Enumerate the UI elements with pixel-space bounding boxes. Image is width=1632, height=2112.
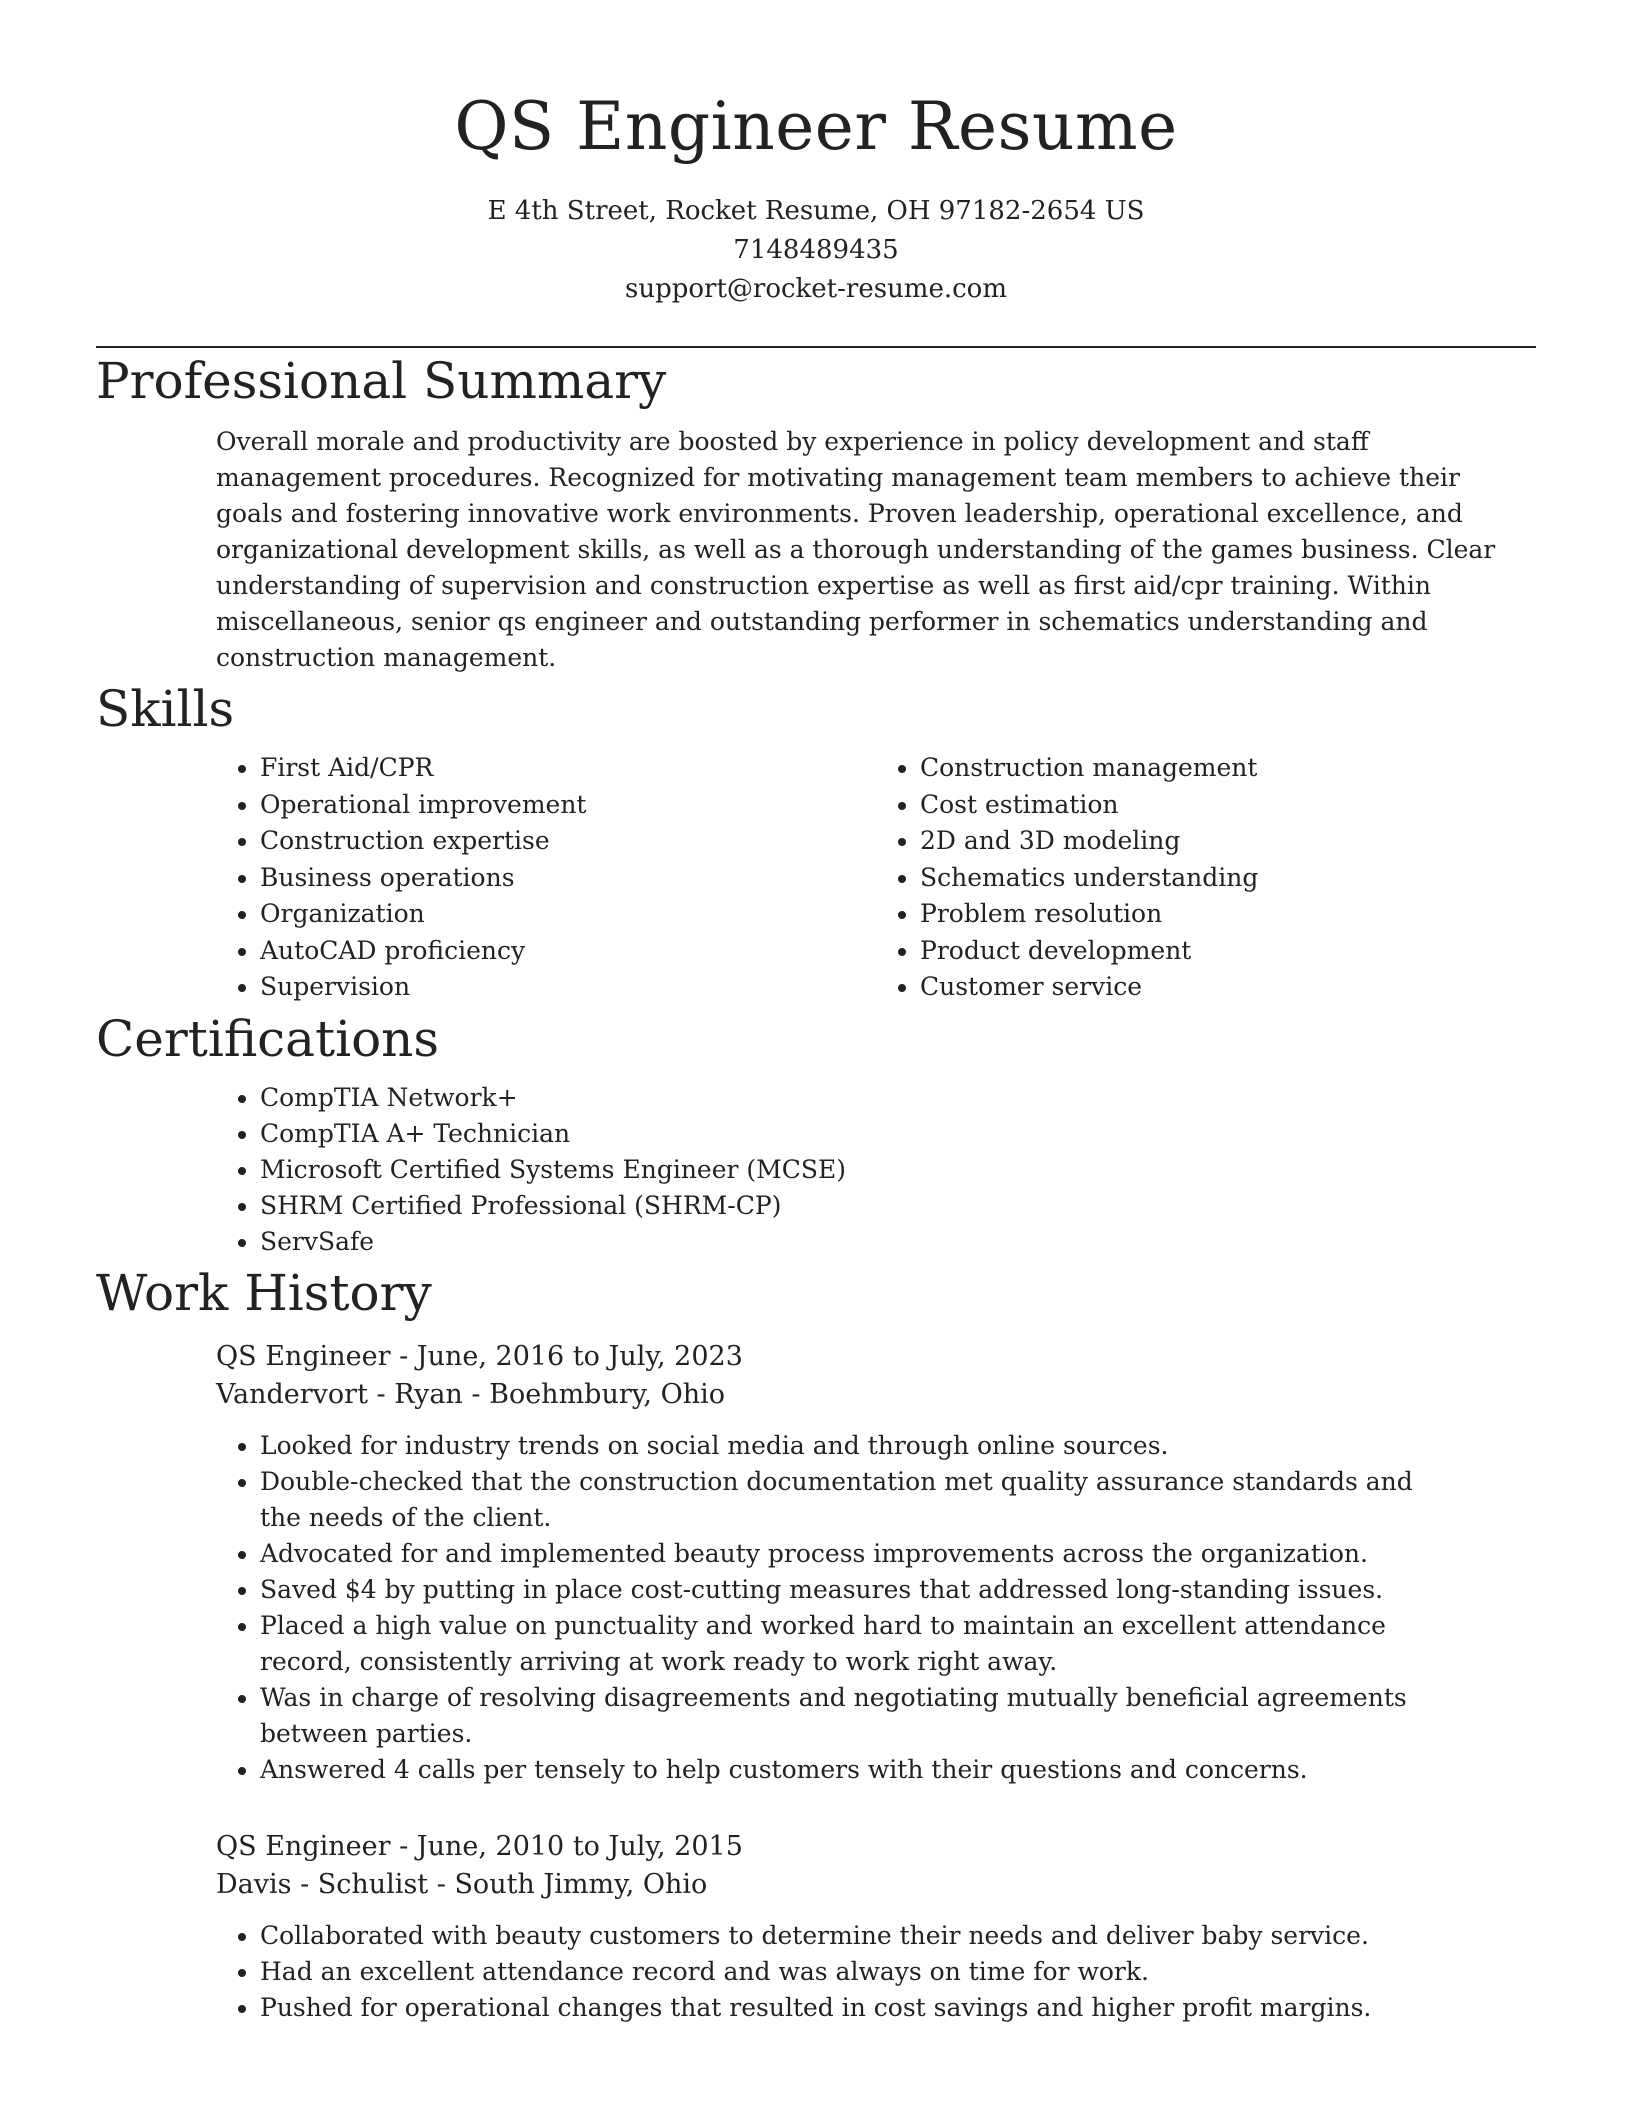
certifications-section bbox=[96, 1006, 1536, 1260]
job-bullet: • Placed a high value on punctuality and worked hard to maintain an excellent attendance record, consistently arriving at work ready to work right away. bbox=[260, 1608, 1420, 1680]
job-title-dates: QS Engineer - June, 2010 to July, 2015 bbox=[216, 1830, 743, 1862]
resume-page bbox=[96, 0, 1536, 2026]
job-bullet: • Pushed for operational changes that resulted in cost savings and higher profit margins. bbox=[260, 1990, 1420, 2026]
professional-summary-section bbox=[96, 348, 1536, 676]
certifications-heading: Certifications bbox=[96, 1009, 440, 1068]
skill-item: • Construction management bbox=[920, 750, 1536, 787]
skill-item: • First Aid/CPR bbox=[260, 750, 876, 787]
resume-header bbox=[96, 0, 1536, 309]
job-bullet: • Was in charge of resolving disagreements and negotiating mutually beneficial agreements between parties. bbox=[260, 1680, 1420, 1752]
job-entry bbox=[216, 1338, 1536, 1788]
skill-item: • Cost estimation bbox=[920, 787, 1536, 824]
skills-heading: Skills bbox=[96, 680, 235, 738]
certification-item: • CompTIA Network+ bbox=[260, 1080, 1536, 1116]
job-title-dates: QS Engineer - June, 2016 to July, 2023 bbox=[216, 1340, 743, 1372]
skills-grid bbox=[216, 750, 1536, 1006]
certifications-list bbox=[216, 1080, 1536, 1260]
job-company-location: Davis - Schulist - South Jimmy, Ohio bbox=[216, 1868, 708, 1900]
contact-email: support@rocket-resume.com bbox=[624, 274, 1007, 304]
job-bullet: • Saved $4 by putting in place cost-cutting measures that addressed long-standing issues. bbox=[260, 1572, 1420, 1608]
certification-item: • CompTIA A+ Technician bbox=[260, 1116, 1536, 1152]
contact-phone: 7148489435 bbox=[733, 235, 899, 265]
job-entry bbox=[216, 1828, 1536, 2026]
skill-item: • 2D and 3D modeling bbox=[920, 823, 1536, 860]
work-history-heading: Work History bbox=[96, 1263, 432, 1322]
summary-heading: Professional Summary bbox=[96, 352, 667, 410]
skills-list-left bbox=[216, 750, 876, 1006]
job-bullet: • Collaborated with beauty customers to determine their needs and deliver baby service. bbox=[260, 1918, 1420, 1954]
skills-list-right bbox=[876, 750, 1536, 1006]
skill-item: • Organization bbox=[260, 896, 876, 933]
job-company-location: Vandervort - Ryan - Boehmbury, Ohio bbox=[216, 1378, 726, 1410]
skill-item: • Operational improvement bbox=[260, 787, 876, 824]
summary-text: Overall morale and productivity are boosted by experience in policy development and staff management procedures. Recognized for motivating management team members to achieve their goals and fostering innovative work environments. Proven leadership, operational excellence, and organizational development skills, as well as a thorough understanding of the games business. Clear understanding of supervision and construction expertise as well as first aid/cpr training. Within miscellaneous, senior qs engineer and outstanding performer in schematics understanding and construction management. bbox=[216, 427, 1496, 672]
skill-item: • Construction expertise bbox=[260, 823, 876, 860]
skill-item: • Supervision bbox=[260, 969, 876, 1006]
contact-address: E 4th Street, Rocket Resume, OH 97182-2654 US bbox=[487, 196, 1145, 226]
job-bullets bbox=[216, 1918, 1420, 2026]
job-bullet: • Had an excellent attendance record and was always on time for work. bbox=[260, 1954, 1420, 1990]
skill-item: • Customer service bbox=[920, 969, 1536, 1006]
contact-block bbox=[96, 192, 1536, 309]
resume-title: QS Engineer Resume bbox=[454, 88, 1178, 165]
job-bullet: • Looked for industry trends on social media and through online sources. bbox=[260, 1428, 1420, 1464]
certification-item: • ServSafe bbox=[260, 1224, 1536, 1260]
job-bullet: • Advocated for and implemented beauty process improvements across the organization. bbox=[260, 1536, 1420, 1572]
work-history-section bbox=[96, 1260, 1536, 2026]
job-bullet: • Answered 4 calls per tensely to help customers with their questions and concerns. bbox=[260, 1752, 1420, 1788]
certification-item: • SHRM Certified Professional (SHRM-CP) bbox=[260, 1188, 1536, 1224]
certification-item: • Microsoft Certified Systems Engineer (MCSE) bbox=[260, 1152, 1536, 1188]
job-bullet: • Double-checked that the construction documentation met quality assurance standards and the needs of the client. bbox=[260, 1464, 1420, 1536]
skill-item: • AutoCAD proficiency bbox=[260, 933, 876, 970]
skills-section bbox=[96, 676, 1536, 1006]
skill-item: • Schematics understanding bbox=[920, 860, 1536, 897]
skill-item: • Problem resolution bbox=[920, 896, 1536, 933]
skill-item: • Product development bbox=[920, 933, 1536, 970]
job-bullets bbox=[216, 1428, 1420, 1788]
skill-item: • Business operations bbox=[260, 860, 876, 897]
